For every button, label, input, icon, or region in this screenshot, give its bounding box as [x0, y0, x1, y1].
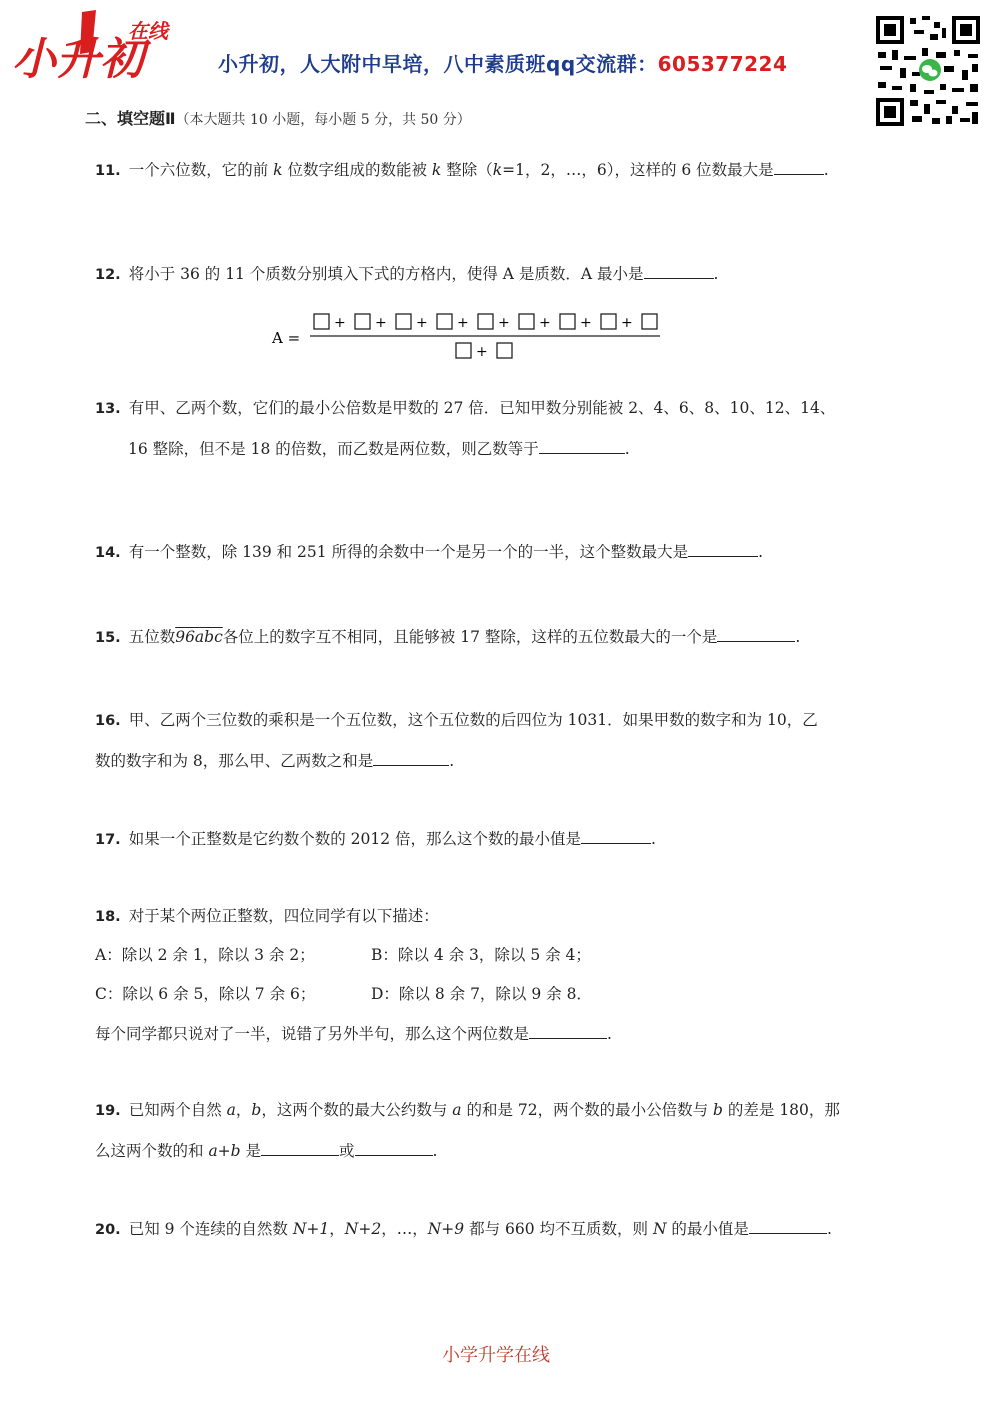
fraction-formula [268, 306, 668, 364]
logo-main-text: 小升初 [12, 34, 144, 80]
question-number: 20. [95, 1222, 121, 1238]
period: . [449, 752, 455, 770]
question-text: 整除（ [441, 161, 493, 179]
variable-a: a [226, 1101, 236, 1119]
plus-sign: + [334, 315, 346, 331]
question-text: 各位上的数字互不相同，且能够被 17 整除，这样的五位数最大的一个是 [222, 628, 718, 646]
answer-blank[interactable] [644, 262, 714, 279]
variable-n: N [652, 1220, 667, 1238]
question-18 [95, 905, 439, 928]
answer-blank[interactable] [355, 1139, 433, 1156]
logo-small-text: 在线 [128, 19, 168, 43]
question-text: ， [235, 1101, 252, 1119]
prime-box[interactable] [355, 314, 370, 329]
question-text: 每个同学都只说对了一半，说错了另外半句，那么这个两位数是 [95, 1025, 530, 1043]
prime-box[interactable] [478, 314, 493, 329]
plus-sign: + [580, 315, 592, 331]
question-number: 14. [95, 545, 121, 561]
question-15 [95, 625, 800, 649]
period: . [607, 1025, 612, 1043]
prime-box[interactable] [601, 314, 616, 329]
answer-blank[interactable] [717, 625, 795, 642]
question-number: 16. [95, 713, 121, 729]
expression: N+9 [427, 1220, 465, 1238]
formula-lhs: A = [272, 329, 301, 347]
question-text: 将小于 36 的 11 个质数分别填入下式的方格内，使得 A 是质数．A 最小是 [128, 265, 644, 283]
answer-blank[interactable] [581, 827, 651, 844]
qq-number: 605377224 [657, 52, 788, 76]
question-number: 18. [95, 909, 121, 925]
answer-blank[interactable] [539, 437, 625, 454]
question-number: 17. [95, 832, 121, 848]
prime-box[interactable] [396, 314, 411, 329]
question-text: 么这两个数的和 [95, 1142, 209, 1160]
question-11 [95, 158, 829, 182]
expression: N+2 [344, 1220, 382, 1238]
plus-sign: + [621, 315, 633, 331]
variable-b: b [251, 1101, 262, 1119]
question-text: 16 整除，但不是 18 的倍数，而乙数是两位数，则乙数等于 [128, 440, 539, 458]
statement-b: B：除以 4 余 3，除以 5 余 4； [371, 946, 591, 964]
statement-d: D：除以 8 余 7，除以 9 余 8． [371, 985, 592, 1003]
separator: ， [329, 1220, 345, 1238]
expression: N+1 [292, 1220, 330, 1238]
period: . [713, 265, 719, 283]
denominator [456, 343, 512, 360]
period: . [795, 628, 801, 646]
question-16 [95, 709, 818, 732]
period: . [826, 1220, 832, 1238]
prime-box[interactable] [314, 314, 329, 329]
or-text: 或 [339, 1142, 355, 1160]
statement-a: A：除以 2 余 1，除以 3 余 2； [95, 946, 315, 964]
question-text: 有一个整数，除 139 和 251 所得的余数中一个是另一个的一半，这个整数最大是 [128, 543, 689, 561]
sum-expression: a+b [208, 1142, 241, 1160]
plus-sign: + [498, 315, 510, 331]
header-slogan [218, 48, 787, 77]
question-20 [95, 1217, 832, 1241]
question-text: 数的数字和为 8，那么甲、乙两数之和是 [95, 752, 374, 770]
variable-k: k [492, 161, 503, 179]
period: . [624, 440, 630, 458]
answer-blank[interactable] [774, 158, 824, 175]
question-text: 已知 9 个连续的自然数 [128, 1220, 293, 1238]
answer-blank[interactable] [688, 540, 758, 557]
question-text: 有甲、乙两个数，它们的最小公倍数是甲数的 27 倍．已知甲数分别能被 2、4、6、8、10、12、14、 [128, 399, 836, 417]
question-14 [95, 540, 763, 564]
question-19-line-2 [95, 1139, 437, 1162]
prime-box[interactable] [437, 314, 452, 329]
question-text: 已知两个自然 [128, 1101, 227, 1119]
question-12 [95, 262, 718, 286]
qr-code [874, 14, 982, 128]
period: . [823, 161, 829, 179]
question-number: 11. [95, 163, 121, 179]
footer-text: 小学升学在线 [442, 1345, 550, 1366]
section-heading: 二、填空题Ⅱ [85, 109, 176, 128]
site-logo [10, 8, 170, 80]
answer-blank[interactable] [261, 1139, 339, 1156]
statement-c: C：除以 6 余 5，除以 7 余 6； [95, 985, 316, 1003]
question-text: 是 [240, 1142, 262, 1160]
plus-sign: + [457, 315, 469, 331]
question-text: 的最小值是 [666, 1220, 749, 1238]
question-text: ，这两个数的最大公约数与 [261, 1101, 453, 1119]
plus-sign: + [416, 315, 428, 331]
section-note: （本大题共 10 小题，每小题 5 分，共 50 分） [175, 112, 471, 128]
slogan-text: 小升初，人大附中早培，八中素质班qq交流群： [218, 52, 658, 76]
question-text: 如果一个正整数是它约数个数的 2012 倍，那么这个数的最小值是 [128, 830, 581, 848]
variable-a: a [452, 1101, 462, 1119]
answer-blank[interactable] [749, 1217, 827, 1234]
prime-box[interactable] [497, 343, 512, 358]
plus-sign: + [375, 315, 387, 331]
question-13 [95, 397, 835, 420]
question-number: 12. [95, 267, 121, 283]
period: . [758, 543, 764, 561]
question-number: 19. [95, 1103, 121, 1119]
question-text: 对于某个两位正整数，四位同学有以下描述： [128, 907, 439, 925]
section-title [85, 106, 471, 129]
question-18-last [95, 1022, 612, 1045]
prime-box[interactable] [456, 343, 471, 358]
prime-box[interactable] [560, 314, 575, 329]
prime-box[interactable] [519, 314, 534, 329]
answer-blank[interactable] [529, 1022, 607, 1039]
period: . [432, 1142, 438, 1160]
separator: ，…， [381, 1220, 428, 1238]
question-13-line-2 [128, 437, 630, 460]
period: . [651, 830, 656, 848]
question-17 [95, 827, 656, 851]
question-text: =1，2，…，6），这样的 6 位数最大是 [502, 161, 774, 179]
answer-blank[interactable] [373, 749, 449, 766]
prime-box[interactable] [642, 314, 657, 329]
numerator [314, 314, 657, 331]
question-19 [95, 1099, 840, 1122]
variable-k: k [273, 161, 283, 179]
variable-b: b [713, 1101, 723, 1119]
question-16-line-2 [95, 749, 454, 772]
question-text: 一个六位数，它的前 [128, 161, 274, 179]
question-text: 的和是 72，两个数的最小公倍数与 [461, 1101, 714, 1119]
question-number: 15. [95, 630, 121, 646]
plus-sign: + [539, 315, 551, 331]
overlined-number: 96abc [175, 628, 223, 646]
question-text: 五位数 [128, 628, 176, 646]
variable-k: k [431, 161, 442, 179]
question-text: 都与 660 均不互质数，则 [464, 1220, 653, 1238]
question-text: 位数字组成的数能被 [282, 161, 432, 179]
question-text: 的差是 180，那 [722, 1101, 840, 1119]
plus-sign: + [476, 344, 488, 360]
question-number: 13. [95, 401, 121, 417]
question-text: 甲、乙两个三位数的乘积是一个五位数，这个五位数的后四位为 1031．如果甲数的数字和为 10，乙 [128, 711, 818, 729]
